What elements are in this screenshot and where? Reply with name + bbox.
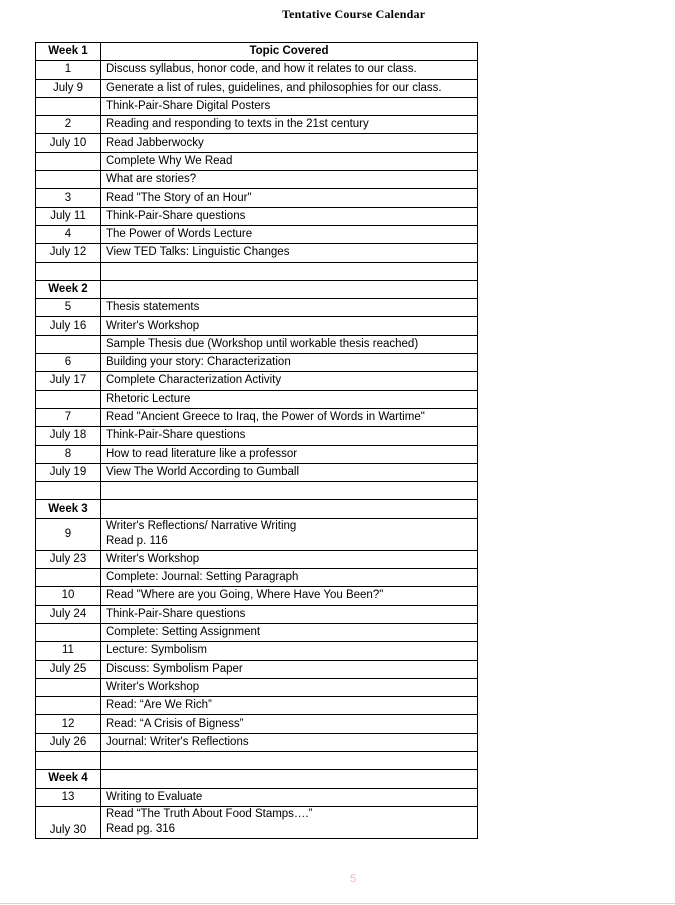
topic-cell — [101, 660, 478, 678]
day-cell: 13 — [36, 788, 101, 806]
topic-cell — [101, 482, 478, 500]
topic-text: Think-Pair-Share questions — [106, 429, 246, 442]
topic-text: Thesis statements — [106, 301, 200, 314]
topic-text: Read: “A Crisis of Bigness” — [106, 717, 244, 730]
table-header-row — [36, 43, 478, 61]
topic-text: Read pg. 316 — [106, 823, 176, 836]
table-row — [36, 244, 478, 262]
topic-cell — [101, 262, 478, 280]
day-cell — [36, 623, 101, 641]
table-row — [36, 79, 478, 97]
table-row — [36, 189, 478, 207]
topic-cell — [101, 733, 478, 751]
table-row — [36, 715, 478, 733]
table-row — [36, 427, 478, 445]
day-cell: 8 — [36, 445, 101, 463]
topic-column-header — [101, 43, 478, 61]
page-divider — [0, 903, 675, 904]
topic-text: Rhetoric Lecture — [106, 392, 191, 405]
table-row — [36, 299, 478, 317]
week-label: Week 1 — [36, 43, 101, 61]
table-row — [36, 171, 478, 189]
topic-text: Journal: Writer's Reflections — [106, 735, 249, 748]
topic-text: The Power of Words Lecture — [106, 228, 253, 241]
table-row — [36, 445, 478, 463]
topic-cell — [101, 97, 478, 115]
topic-text: Reading and responding to texts in the 21st century — [106, 118, 369, 131]
topic-cell — [101, 134, 478, 152]
table-row — [36, 408, 478, 426]
topic-cell — [101, 61, 478, 79]
day-cell: July 10 — [36, 134, 101, 152]
table-row — [36, 97, 478, 115]
day-cell — [36, 751, 101, 769]
table-row — [36, 262, 478, 280]
day-cell — [36, 262, 101, 280]
topic-cell — [101, 79, 478, 97]
topic-cell — [101, 715, 478, 733]
table-row — [36, 317, 478, 335]
topic-cell — [101, 152, 478, 170]
day-cell — [36, 678, 101, 696]
topic-text: Topic Covered — [249, 45, 329, 58]
topic-cell — [101, 605, 478, 623]
day-cell: July 9 — [36, 79, 101, 97]
table-row — [36, 806, 478, 838]
table-row — [36, 697, 478, 715]
day-cell: 2 — [36, 116, 101, 134]
topic-text: Discuss syllabus, honor code, and how it relates to our class. — [106, 63, 417, 76]
table-row — [36, 660, 478, 678]
topic-text: Complete: Setting Assignment — [106, 626, 261, 639]
day-cell — [36, 482, 101, 500]
topic-cell — [101, 354, 478, 372]
day-cell — [36, 569, 101, 587]
topic-cell — [101, 623, 478, 641]
table-row — [36, 569, 478, 587]
topic-text: View The World According to Gumball — [106, 465, 300, 478]
topic-cell — [101, 427, 478, 445]
topic-cell — [101, 335, 478, 353]
day-cell: 1 — [36, 61, 101, 79]
day-cell: July 12 — [36, 244, 101, 262]
day-cell — [36, 97, 101, 115]
day-cell — [36, 335, 101, 353]
table-row — [36, 623, 478, 641]
day-cell: July 17 — [36, 372, 101, 390]
topic-text: Writer's Reflections/ Narrative Writing — [106, 520, 297, 533]
day-cell: July 26 — [36, 733, 101, 751]
week-header-row — [36, 280, 478, 298]
topic-text: Think-Pair-Share Digital Posters — [106, 100, 271, 113]
day-cell: 12 — [36, 715, 101, 733]
topic-cell — [101, 550, 478, 568]
table-row — [36, 482, 478, 500]
topic-cell — [101, 463, 478, 481]
day-cell: 5 — [36, 299, 101, 317]
topic-cell — [101, 642, 478, 660]
table-row — [36, 390, 478, 408]
table-row — [36, 335, 478, 353]
day-cell: 10 — [36, 587, 101, 605]
table-row — [36, 733, 478, 751]
table-row — [36, 207, 478, 225]
page-title: Tentative Course Calendar — [282, 7, 426, 21]
topic-text: Generate a list of rules, guidelines, and philosophies for our class. — [106, 81, 442, 94]
table-row — [36, 372, 478, 390]
topic-text: What are stories? — [106, 173, 197, 186]
table-row — [36, 788, 478, 806]
topic-cell — [101, 500, 478, 518]
topic-cell — [101, 189, 478, 207]
table-row — [36, 61, 478, 79]
table-row — [36, 463, 478, 481]
day-cell: July 18 — [36, 427, 101, 445]
topic-cell — [101, 116, 478, 134]
day-cell: July 19 — [36, 463, 101, 481]
topic-text: Complete Characterization Activity — [106, 374, 282, 387]
page-number: 5 — [350, 873, 357, 885]
topic-cell — [101, 244, 478, 262]
table-row — [36, 678, 478, 696]
table-row — [36, 751, 478, 769]
topic-cell — [101, 587, 478, 605]
topic-text: Read "Where are you Going, Where Have You Been?" — [106, 589, 384, 602]
topic-cell — [101, 788, 478, 806]
table-row — [36, 587, 478, 605]
topic-text: Read “The Truth About Food Stamps….” — [106, 808, 313, 821]
day-cell: 6 — [36, 354, 101, 372]
table-row — [36, 642, 478, 660]
topic-text: Read "Ancient Greece to Iraq, the Power of Words in Wartime" — [106, 411, 425, 424]
topic-cell — [101, 317, 478, 335]
topic-cell — [101, 770, 478, 788]
topic-cell — [101, 280, 478, 298]
course-calendar-body — [36, 43, 478, 839]
topic-cell — [101, 569, 478, 587]
day-cell — [36, 171, 101, 189]
topic-text: View TED Talks: Linguistic Changes — [106, 246, 290, 259]
topic-text: Complete Why We Read — [106, 154, 233, 167]
topic-cell — [101, 408, 478, 426]
topic-text: Building your story: Characterization — [106, 356, 291, 369]
day-cell: July 11 — [36, 207, 101, 225]
topic-cell — [101, 445, 478, 463]
table-row — [36, 225, 478, 243]
table-row — [36, 152, 478, 170]
day-cell: 9 — [36, 518, 101, 550]
day-cell: July 30 — [36, 806, 101, 838]
day-cell: 4 — [36, 225, 101, 243]
week-header-row — [36, 770, 478, 788]
table-row — [36, 550, 478, 568]
topic-cell — [101, 518, 478, 550]
topic-text: Lecture: Symbolism — [106, 644, 207, 657]
day-cell: July 25 — [36, 660, 101, 678]
table-row — [36, 354, 478, 372]
table-row — [36, 134, 478, 152]
topic-text: Read: “Are We Rich” — [106, 699, 212, 712]
topic-text: Writer's Workshop — [106, 319, 200, 332]
week-label: Week 3 — [36, 500, 101, 518]
topic-text: Think-Pair-Share questions — [106, 209, 246, 222]
table-row — [36, 116, 478, 134]
day-cell: 3 — [36, 189, 101, 207]
topic-text: Writer's Workshop — [106, 680, 200, 693]
day-cell: July 24 — [36, 605, 101, 623]
week-header-row — [36, 500, 478, 518]
day-cell: July 23 — [36, 550, 101, 568]
topic-cell — [101, 207, 478, 225]
day-cell: 7 — [36, 408, 101, 426]
topic-cell — [101, 225, 478, 243]
day-cell — [36, 697, 101, 715]
topic-text: How to read literature like a professor — [106, 447, 298, 460]
topic-text: Writer's Workshop — [106, 552, 200, 565]
week-label: Week 2 — [36, 280, 101, 298]
topic-text: Read p. 116 — [106, 535, 168, 548]
topic-text: Think-Pair-Share questions — [106, 607, 246, 620]
topic-cell — [101, 751, 478, 769]
table-row — [36, 605, 478, 623]
topic-cell — [101, 678, 478, 696]
topic-text: Read "The Story of an Hour" — [106, 191, 252, 204]
topic-cell — [101, 171, 478, 189]
topic-text: Writing to Evaluate — [106, 790, 203, 803]
day-cell: 11 — [36, 642, 101, 660]
topic-text: Read Jabberwocky — [106, 136, 204, 149]
topic-cell — [101, 806, 478, 838]
table-row — [36, 518, 478, 550]
course-calendar-table — [35, 42, 478, 839]
day-cell — [36, 390, 101, 408]
topic-cell — [101, 697, 478, 715]
day-cell — [36, 152, 101, 170]
topic-text: Discuss: Symbolism Paper — [106, 662, 243, 675]
topic-text: Complete: Journal: Setting Paragraph — [106, 571, 299, 584]
topic-cell — [101, 390, 478, 408]
topic-cell — [101, 372, 478, 390]
week-label: Week 4 — [36, 770, 101, 788]
topic-text: Sample Thesis due (Workshop until workable thesis reached) — [106, 337, 419, 350]
day-cell: July 16 — [36, 317, 101, 335]
topic-cell — [101, 299, 478, 317]
